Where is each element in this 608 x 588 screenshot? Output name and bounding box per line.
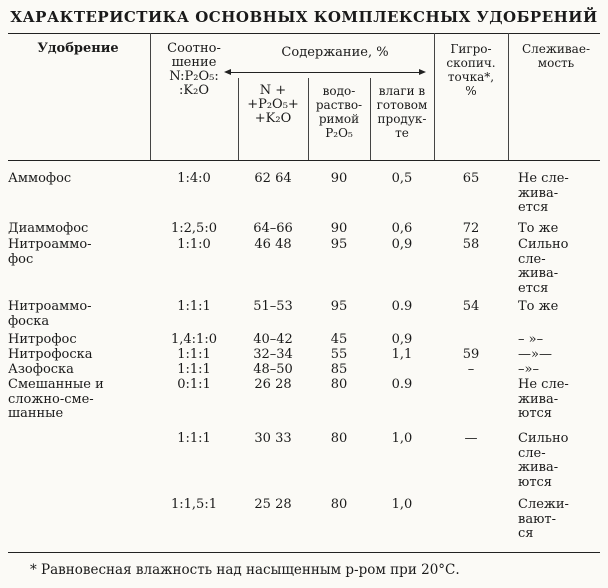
cell-water-soluble: 80 [330,431,348,446]
bottom-rule [8,552,600,553]
header-line: влаги в [378,84,426,98]
cell-caking-line: Слежи- [518,497,569,512]
cell-fertilizer-line: Нитроаммо- [8,237,92,252]
cell-fertilizer-line: Азофоска [8,362,74,377]
cell-caking-line: ся [518,526,534,542]
cell-ratio: 1,4:1:0 [171,332,217,347]
cell-caking [510,363,608,378]
header-line: % [465,84,477,98]
cell-fertilizer-line: Нитрофоска [8,347,93,362]
cell-moisture: 0.9 [391,299,413,314]
cell-fertilizer-line: сложно-сме- [8,391,94,407]
cell-fertilizer [8,172,71,187]
cell-nsum: 64–66 [253,221,293,236]
header-line: раство- [315,98,363,112]
cell-water-soluble: 90 [330,171,348,186]
cell-fertilizer-line: Нитрофос [8,332,77,347]
cell-caking-line: Сильно [518,237,569,252]
cell-caking-line: жива- [518,185,559,201]
cell-ratio: 1:1:1 [177,347,211,362]
cell-caking-line: ется [518,200,549,216]
cell-ratio: 1:1:1 [177,299,211,314]
cell-caking-line: жива- [518,266,559,282]
cell-nsum: 62 64 [254,171,292,186]
cell-moisture: 0.9 [391,377,413,392]
header-line: точка*, [447,70,495,84]
header-line: Соотно- [167,41,221,56]
header-line: +P₂O₅+ [247,97,299,112]
header-line: готовом [376,98,428,112]
cell-caking-line: Сильно [518,431,569,446]
cell-ratio: 1:1:0 [177,237,211,252]
header-hygro [434,42,508,98]
cell-caking-line: ются [518,406,552,422]
header-line: N + [259,83,287,98]
cell-caking [510,378,608,422]
header-line: +K₂O [254,111,292,126]
cell-moisture: 0,9 [391,332,413,347]
header-line: Слеживае- [521,42,590,56]
cell-hygro-point: 54 [462,299,480,314]
header-bottom-rule [8,160,600,161]
cell-ratio: 1:2,5:0 [171,221,217,236]
cell-caking [510,348,608,363]
header-moisture [370,84,434,140]
cell-hygro-point: – [467,362,475,377]
cell-caking [510,432,608,490]
cell-fertilizer [8,333,77,348]
cell-moisture: 0,9 [391,237,413,252]
cell-water-soluble: 80 [330,497,348,512]
header-fertilizer: Удобрение [37,41,119,56]
cell-nsum: 51–53 [253,299,293,314]
cell-caking-line: То же [518,299,559,314]
cell-ratio: 1:1:1 [177,362,211,377]
header-line: P₂O₅ [325,126,353,140]
cell-water-soluble: 90 [330,221,348,236]
cell-ratio: 1:1:1 [177,431,211,446]
cell-water-soluble: 95 [330,237,348,252]
footnote: * Равновесная влажность над насыщенным р-ром при 20°С. [30,562,460,578]
cell-fertilizer-line: Диаммофос [8,221,89,236]
cell-hygro-point: 65 [462,171,480,186]
cell-caking [510,238,608,296]
content-span-arrow [230,72,420,73]
cell-nsum: 30 33 [254,431,292,446]
cell-caking [510,172,608,216]
cell-caking-line: —»— [518,347,552,362]
cell-fertilizer-line: шанные [8,406,64,422]
top-rule [8,33,600,34]
header-content: Содержание, % [281,45,389,60]
cell-caking [510,333,608,348]
cell-caking-line: вают- [518,511,556,527]
cell-fertilizer [8,363,74,378]
cell-nsum: 25 28 [254,497,292,512]
cell-moisture: 1,1 [391,347,413,362]
header-line: скопич. [446,56,496,70]
cell-moisture: 0,6 [391,221,413,236]
cell-water-soluble: 45 [330,332,348,347]
cell-fertilizer-line: Аммофос [8,171,72,186]
cell-caking-line: Не сле- [518,171,569,186]
cell-nsum: 26 28 [254,377,292,392]
header-line: продук- [377,112,427,126]
cell-water-soluble: 80 [330,377,348,392]
cell-hygro-point: 59 [462,347,480,362]
cell-caking [510,498,608,542]
cell-nsum: 40–42 [253,332,293,347]
cell-fertilizer-line: фос [8,251,34,267]
header-line: :K₂O [179,83,209,98]
cell-caking-line: –»– [518,362,539,377]
header-line: шение [171,55,217,70]
cell-moisture: 0,5 [391,171,413,186]
cell-fertilizer [8,348,93,363]
cell-fertilizer [8,378,104,422]
header-nsum [238,84,308,126]
cell-moisture: 1,0 [391,497,413,512]
cell-hygro-point: — [464,431,478,446]
header-water [308,84,370,140]
cell-fertilizer [8,300,92,329]
cell-caking-line: Не сле- [518,377,569,392]
cell-caking [510,300,608,315]
cell-fertilizer-line: Нитроаммо- [8,299,92,314]
cell-caking-line: – »– [518,332,544,347]
cell-nsum: 48–50 [253,362,293,377]
header-caking [508,42,604,70]
cell-water-soluble: 95 [330,299,348,314]
cell-caking-line: ется [518,280,549,296]
cell-caking-line: жива- [518,460,559,476]
cell-water-soluble: 85 [330,362,348,377]
cell-ratio: 0:1:1 [177,377,211,392]
cell-fertilizer [8,238,92,267]
cell-moisture: 1,0 [391,431,413,446]
cell-caking-line: сле- [518,445,546,461]
header-line: водо- [322,84,356,98]
header-line: римой [318,112,360,126]
header-line: Гигро- [450,42,492,56]
header-line: мость [537,56,575,70]
cell-fertilizer [8,222,88,237]
cell-fertilizer-line: Смешанные и [8,377,104,392]
table-title: ХАРАКТЕРИСТИКА ОСНОВНЫХ КОМПЛЕКСНЫХ УДОБРЕНИЙ [10,8,598,26]
cell-caking-line: То же [518,221,559,236]
cell-nsum: 32–34 [253,347,293,362]
cell-hygro-point: 58 [462,237,480,252]
cell-hygro-point: 72 [462,221,480,236]
header-line: N:P₂O₅: [169,69,219,84]
cell-fertilizer-line: фоска [8,313,50,329]
cell-caking-line: ются [518,474,552,490]
cell-caking [510,222,608,237]
cell-water-soluble: 55 [330,347,348,362]
cell-ratio: 1:1,5:1 [171,497,217,512]
cell-ratio: 1:4:0 [177,171,211,186]
cell-caking-line: жива- [518,391,559,407]
cell-caking-line: сле- [518,251,546,267]
header-line: те [395,126,409,140]
cell-nsum: 46 48 [254,237,292,252]
